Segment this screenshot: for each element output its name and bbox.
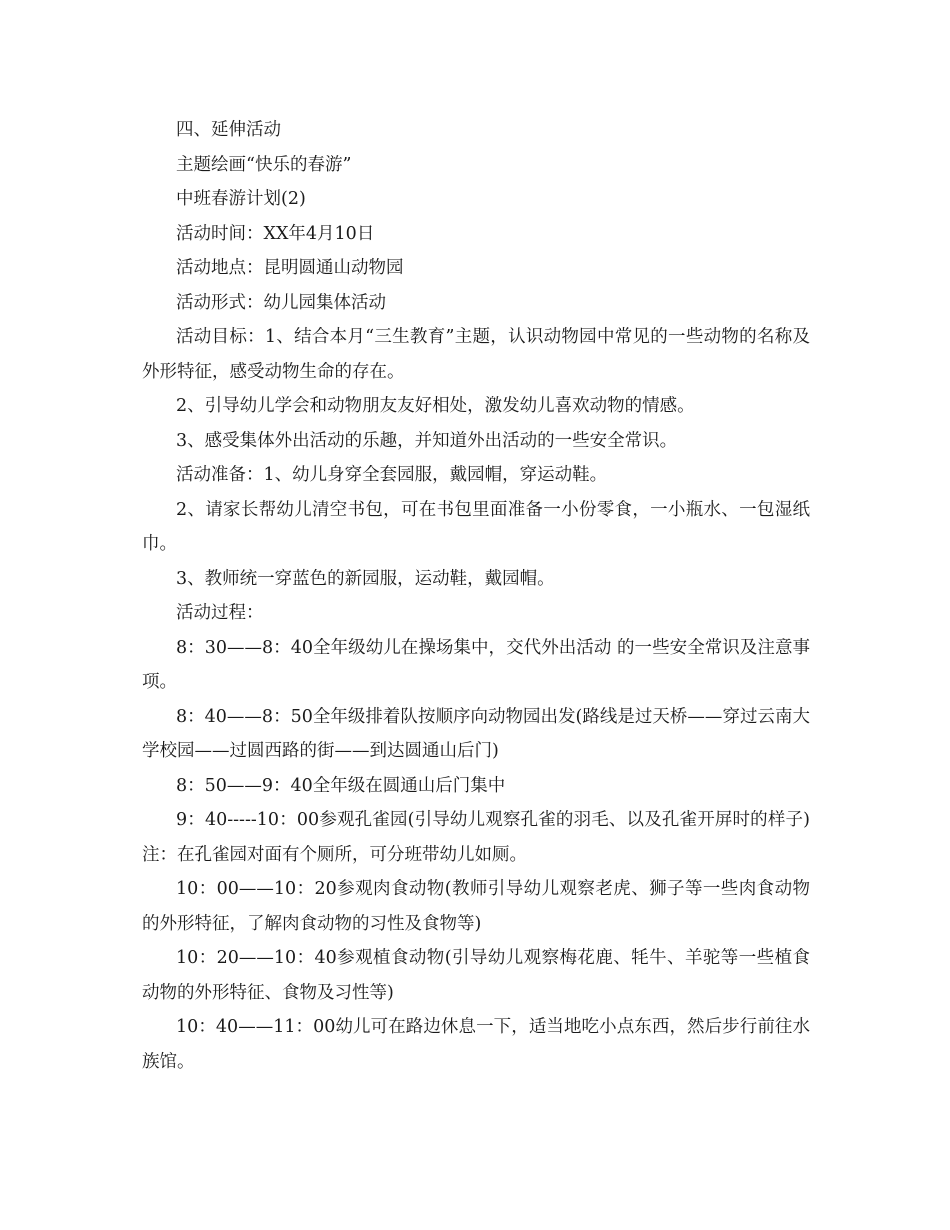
paragraph: 主题绘画“快乐的春游” [176, 154, 352, 175]
plan-title: 中班春游计划(2) [176, 189, 306, 209]
process-heading: 活动过程： [176, 603, 264, 623]
preparation-2: 2、请家长帮幼儿清空书包，可在书包里面准备一小份零食，一小瓶水、一包湿纸巾。 [142, 499, 810, 554]
schedule-item: 10：20——10：40参观植食动物(引导幼儿观察梅花鹿、牦牛、羊驼等一些植食动物的外形特征、食物及习性等) [142, 948, 810, 1003]
schedule-item: 8：40——8：50全年级排着队按顺序向动物园出发(路线是过天桥——穿过云南大学校园——过圆西路的街——到达圆通山后门) [142, 706, 810, 761]
activity-form: 活动形式：幼儿园集体活动 [176, 292, 386, 313]
preparation-3: 3、教师统一穿蓝色的新园服，运动鞋，戴园帽。 [176, 568, 555, 589]
schedule-item: 10：00——10：20参观肉食动物(教师引导幼儿观察老虎、狮子等一些肉食动物的外形特征，了解肉食动物的习性及食物等) [142, 879, 810, 934]
preparation-1: 活动准备：1、幼儿身穿全套园服，戴园帽，穿运动鞋。 [176, 465, 608, 485]
activity-goal-1: 活动目标：1、结合本月“三生教育”主题，认识动物园中常见的一些动物的名称及外形特征，感受动物生命的存在。 [142, 327, 810, 382]
document-body [142, 113, 810, 1079]
schedule-item: 9：40-----10：00参观孔雀园(引导幼儿观察孔雀的羽毛、以及孔雀开屏时的样子)注：在孔雀园对面有个厕所，可分班带幼儿如厕。 [142, 810, 810, 865]
activity-goal-3: 3、感受集体外出活动的乐趣，并知道外出活动的一些安全常识。 [176, 430, 678, 451]
schedule-item: 10：40——11：00幼儿可在路边休息一下，适当地吃小点东西，然后步行前往水族馆。 [142, 1017, 810, 1072]
section-heading: 四、延伸活动 [176, 120, 281, 140]
schedule-item: 8：50——9：40全年级在圆通山后门集中 [176, 775, 506, 796]
schedule-item: 8：30——8：40全年级幼儿在操场集中，交代外出活动 的一些安全常识及注意事项。 [142, 637, 810, 692]
activity-location: 活动地点：昆明圆通山动物园 [176, 258, 404, 278]
activity-time: 活动时间：XX年4月10日 [176, 223, 375, 244]
activity-goal-2: 2、引导幼儿学会和动物朋友友好相处，激发幼儿喜欢动物的情感。 [176, 396, 695, 416]
